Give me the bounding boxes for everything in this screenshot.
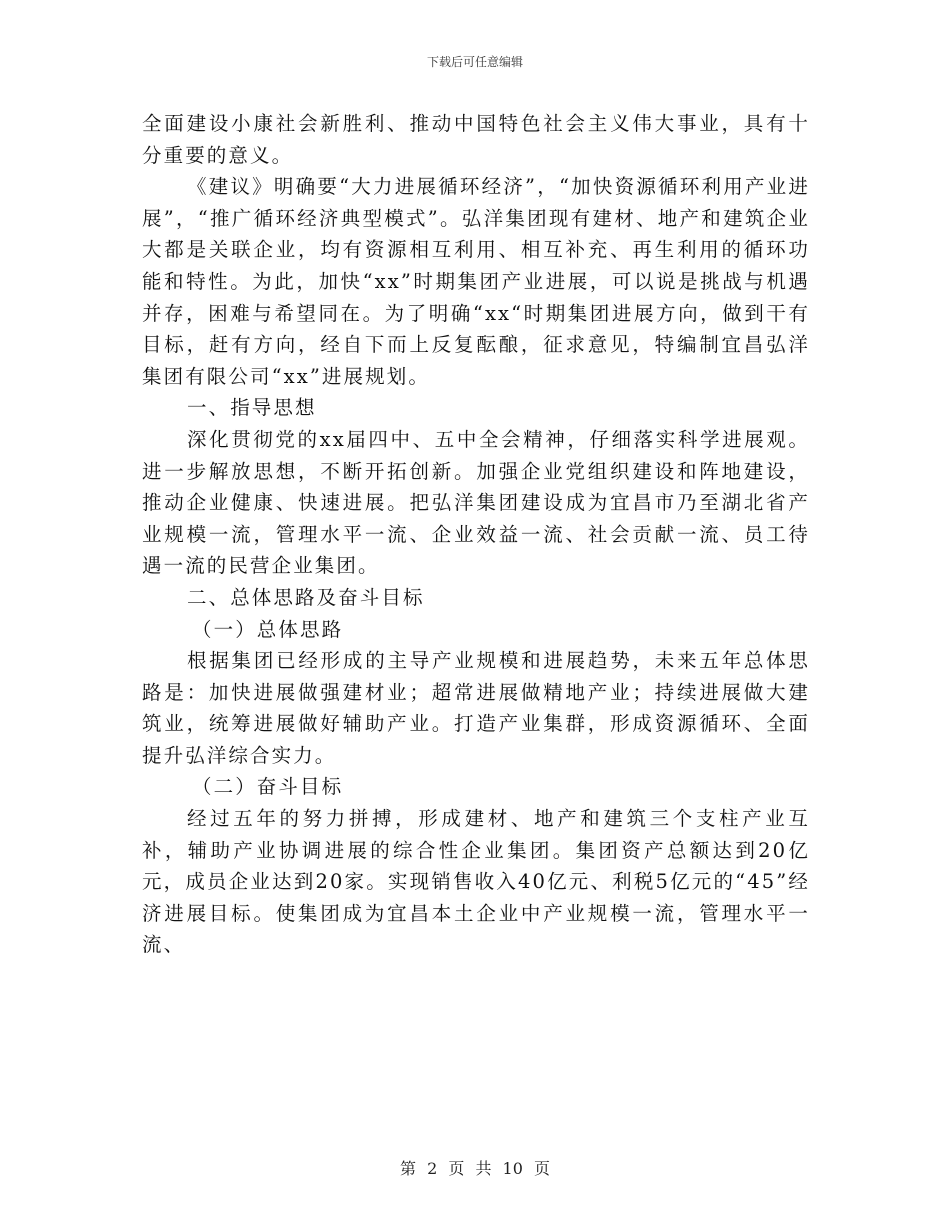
page-header: 下载后可任意编辑: [426, 55, 523, 69]
paragraph-continuation: 全面建设小康社会新胜利、推动中国特色社会主义伟大事业，具有十分重要的意义。: [142, 112, 810, 167]
paragraph-suggestion: 《建议》明确要“大力进展循环经济”，“加快资源循环利用产业进展”，“推广循环经济典型模式”。弘洋集团现有建材、地产和建筑企业大都是关联企业，均有资源相互利用、相互补充、再生利用的循环功能和特性。为此，加快“xx”时期集团产业进展，可以说是挑战与机遇并存，困难与希望同在。为了明确“xx“时期集团进展方向，做到干有目标，赶有方向，经自下而上反复酝酿，征求意见，特编制宜昌弘洋集团有限公司“xx”进展规划。: [142, 175, 810, 388]
paragraph-guiding-ideology: 深化贯彻党的xx届四中、五中全会精神，仔细落实科学进展观。进一步解放思想，不断开拓创新。加强企业党组织建设和阵地建设，推动企业健康、快速进展。把弘洋集团建设成为宜昌市乃至湖北省产业规模一流，管理水平一流、企业效益一流、社会贡献一流、员工待遇一流的民营企业集团。: [142, 427, 810, 578]
paragraph-goals: 经过五年的努力拼搏，形成建材、地产和建筑三个支柱产业互补，辅助产业协调进展的综合性企业集团。集团资产总额达到20亿元，成员企业达到20家。实现销售收入40亿元、利税5亿元的“45”经济进展目标。使集团成为宜昌本土企业中产业规模一流，管理水平一流、: [142, 807, 810, 957]
section-heading-guiding-ideology: 一、指导思想: [187, 396, 317, 420]
subsection-heading-overall-thinking: （一）总体思路: [192, 617, 344, 641]
subsection-heading-goals: （二）奋斗目标: [192, 775, 344, 799]
page-number: 第 2 页 共 10 页: [400, 1159, 550, 1178]
paragraph-overall-thinking: 根据集团已经形成的主导产业规模和进展趋势，未来五年总体思路是：加快进展做强建材业；超常进展做精地产业；持续进展做大建筑业，统筹进展做好辅助产业。打造产业集群，形成资源循环、全面提升弘洋综合实力。: [142, 649, 810, 767]
document-body: [142, 108, 810, 961]
section-heading-overall-plan: 二、总体思路及奋斗目标: [187, 585, 425, 609]
